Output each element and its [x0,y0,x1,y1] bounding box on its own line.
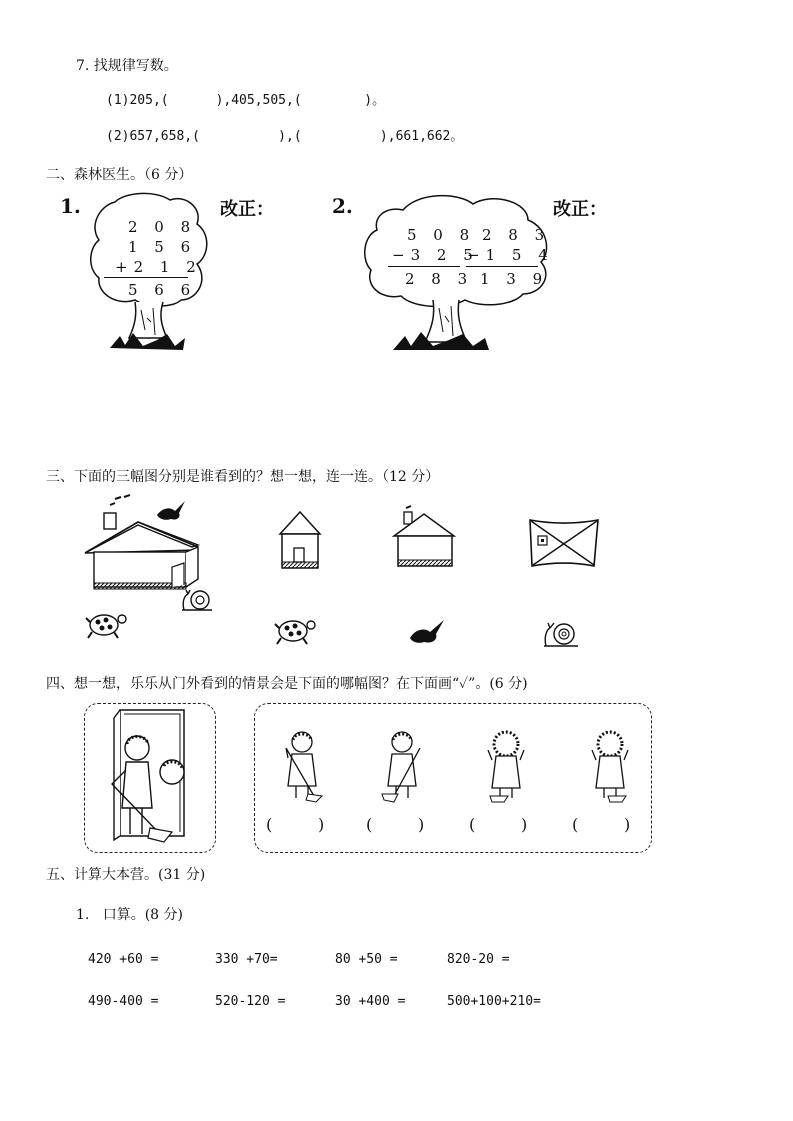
math-item: 30 +400 = [335,994,406,1009]
swallow-bird-icon [155,497,189,525]
tree1-sum: 5 6 6 [128,281,197,299]
swallow-choice-icon [408,616,448,646]
answer-blank-b[interactable]: ( ) [366,815,425,834]
tree2-left-row1: 5 0 8 [407,226,476,244]
view-small-house-illustration [278,510,322,572]
tree1-row2: 1 5 6 [128,238,197,256]
q7-line1: (1)205,( ),405,505,( )。 [106,93,386,108]
snail-icon [180,588,214,614]
turtle-choice-icon [273,614,319,650]
tree2-left-row2: −3 2 5 [392,246,479,264]
turtle-icon [84,608,130,644]
answer-blank-c[interactable]: ( ) [469,815,528,834]
tree2-left-result: 2 8 3 [405,270,474,288]
tree2-right-rule [466,266,538,267]
tree1-number: 1. [60,194,81,218]
choice-c-figure [484,730,528,802]
view-chimney-house-illustration [392,506,458,570]
math-item: 490-400 = [88,994,159,1009]
door-scene-illustration [92,708,212,848]
choice-d-figure [588,730,632,802]
tree2-right-result: 1 3 9 [480,270,549,288]
sec5-title: 五、计算大本营。(31 分) [46,867,206,883]
choice-b-figure [380,730,424,802]
sec3-title: 三、下面的三幅图分别是谁看到的？想一想，连一连。（12 分） [46,469,440,485]
q7-line2: (2)657,658,( ),( ),661,662。 [106,129,464,144]
tree1-fix-label: 改正： [220,199,274,220]
math-item: 420 +60 = [88,952,159,967]
math-item: 80 +50 = [335,952,398,967]
tree1-row1: 2 0 8 [128,218,197,236]
sec4-title: 四、想一想，乐乐从门外看到的情景会是下面的哪幅图？在下面画“✓”。(6 分) [46,676,528,692]
tree2-left-rule [388,266,460,267]
tree2-fix-label: 改正： [553,199,607,220]
q7-title: 7. 找规律写数。 [76,58,178,74]
tree1-row3: +2 1 2 [115,258,202,276]
tree2-right-row1: 2 8 3 [482,226,551,244]
math-item: 500+100+210= [447,994,541,1009]
snail-choice-icon [542,620,582,650]
tree2-right-row2: −1 5 4 [467,246,554,264]
math-item: 820-20 = [447,952,510,967]
math-item: 330 +70= [215,952,278,967]
view-top-roof-illustration [528,518,600,568]
sec5-sub1: 1. 口算。(8 分) [76,907,183,923]
choice-a-figure [284,730,324,802]
answer-blank-a[interactable]: ( ) [266,815,325,834]
answer-blank-d[interactable]: ( ) [572,815,631,834]
sec2-title: 二、森林医生。（6 分） [46,167,193,183]
tree1-rule [104,277,188,278]
tree2-number: 2. [332,194,353,218]
math-item: 520-120 = [215,994,286,1009]
